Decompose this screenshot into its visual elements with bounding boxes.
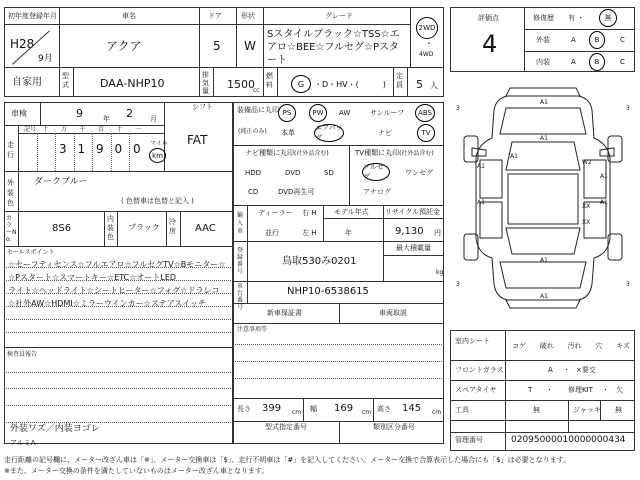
room-label: 室内シート [455, 337, 490, 345]
eq-navi: ナビ [378, 129, 392, 137]
dmg-label: A1 [540, 135, 548, 142]
height-label: 高さ [377, 405, 391, 413]
height: 145 [402, 403, 422, 414]
tv-fullseg-circle: フルセグ [362, 163, 390, 181]
int-b-circle: B [589, 53, 605, 71]
era-year: H28 [10, 37, 35, 51]
sales-line: ☆社外AW☆HDMI☆ミラーウインカー☆ステアスイッチ [8, 299, 207, 308]
car-name-label: 車名 [122, 12, 136, 20]
dmg-label: A1 [600, 173, 608, 180]
dmg-label: A1 [510, 153, 518, 160]
mileage-digit: 1 [77, 142, 86, 156]
dmg-label: A1 [477, 199, 485, 206]
equipment-sub: (純正のみ) [238, 128, 267, 135]
recycle-value: 9,130 [395, 226, 424, 237]
reg-no: 鳥取530み0201 [282, 256, 357, 267]
cc-unit: cc [253, 87, 260, 94]
width-label: 幅 [310, 405, 317, 413]
drive-2wd-circle [416, 17, 438, 39]
grade: Sスタイルブラック☆TSS☆エアロ☆BEE☆フルセグ☆Pスタート [267, 29, 400, 66]
max-load-unit: kg [436, 269, 444, 276]
dmg-label: A1 [477, 163, 485, 170]
mileage-digit: 9 [96, 142, 104, 156]
mileage-label: 走行 [7, 141, 14, 159]
sales-line: ライト☆ヘッドライト☆シートヒーター☆フォグ☆ドラレコ [8, 286, 220, 295]
inspection-month-unit: 月 [150, 115, 157, 123]
side-num: 3 [456, 281, 460, 288]
drive-sep: ・ [425, 39, 433, 48]
eq-aw: AW [339, 109, 351, 117]
eq-leather: 本革 [281, 129, 295, 137]
warranty-label: 新車保証書 [267, 309, 302, 317]
car-name: アクア [106, 39, 142, 53]
drive-4wd: 4WD [419, 51, 434, 58]
jack-value: 無 [615, 406, 622, 414]
exterior-note: ( 色替車は色替と記入 ) [121, 197, 194, 205]
dmg-label: W2 [582, 159, 592, 166]
reg-month: 9月 [38, 54, 53, 64]
use-type: 自家用 [12, 77, 42, 88]
score-label: 評価点 [478, 14, 499, 22]
repair-label: 修復歴 [533, 14, 554, 22]
fuel-rest: ・D・HV・( ) [314, 80, 386, 89]
navi-dvd: DVD [285, 169, 301, 177]
km-unit: km [152, 151, 163, 160]
eq-sunroof: サンルーフ [370, 109, 405, 117]
side-num: 3 [626, 105, 630, 112]
spare-sep: ・ [546, 386, 553, 394]
car-diagram [450, 78, 636, 318]
displacement: 1500 [227, 78, 255, 91]
length-unit: cm [292, 409, 302, 416]
handle-parallel: 並行 [265, 229, 279, 237]
handle-right: 右 H [302, 209, 317, 217]
tv-label: TV種類に丸印(社外品含む) [355, 149, 434, 157]
fuel-label: 燃料 [266, 72, 273, 89]
navi-label: ナビ種類に丸印(社外品含む) [245, 149, 329, 157]
spare-t: T [528, 386, 533, 394]
color-no: 8S6 [52, 223, 72, 234]
width: 169 [334, 403, 354, 414]
inspection-label: 車検 [11, 109, 27, 118]
equipment-label: 装備品に丸印 [237, 106, 279, 114]
door-label: ドア [208, 12, 222, 20]
mgmt-no: 02095000010000000434 [511, 435, 626, 445]
exterior-label: 外装色 [7, 179, 14, 207]
eq-tv-circle: TV [417, 124, 435, 142]
digit-header: 一 [135, 126, 142, 133]
dmg-label: XX [582, 219, 591, 226]
max-load-label: 最大積載量 [396, 244, 431, 252]
navi-hdd: HDD [245, 169, 262, 177]
int-a: A [571, 58, 576, 66]
navi-dvd-play: DVD再生可 [278, 188, 315, 196]
handle-left: 左 H [302, 229, 317, 237]
tools-label: 工具 [455, 406, 469, 414]
mileage-digit: 0 [114, 142, 123, 156]
height-unit: cm [432, 409, 442, 416]
handle-dealer: ディーラー [258, 209, 293, 217]
interior-color: ブラック [128, 223, 160, 232]
dmg-label: XX [582, 203, 591, 210]
digit-header: 万 [61, 126, 68, 133]
recycle-label: リサイクル預託金 [385, 208, 441, 216]
model-year-unit: 年 [345, 229, 352, 237]
score: 4 [482, 30, 498, 58]
glass-replace: ×要交 [576, 366, 596, 374]
model: DAA-NHP10 [100, 77, 165, 90]
dmg-label: A1 [540, 293, 548, 300]
navi-cd: CD [248, 188, 259, 196]
width-unit: cm [362, 409, 372, 416]
notes-label: 注意事項等 [237, 326, 268, 333]
mileage-digit: 3 [59, 142, 67, 156]
type-spec-label: 型式指定番号 [265, 423, 307, 431]
footer-note: ※また、メーター交換の条件を満たしていないものはメーター改ざん車となります。 [4, 467, 269, 475]
glass-sep: ・ [563, 366, 570, 374]
digit-header: 千 [79, 126, 86, 133]
shape: W [244, 39, 256, 53]
doors: 5 [213, 39, 221, 53]
digit-header: 記号 [24, 126, 37, 133]
shift-label: シフト [192, 103, 213, 111]
length-label: 長さ [237, 405, 251, 413]
dmg-label: A1 [540, 257, 548, 264]
ext-label: 外装 [536, 36, 550, 44]
eq-pw-circle: PW [309, 104, 327, 122]
glass-label: フロントガラス [455, 366, 504, 374]
sales-line: ☆セーフティセンス☆フルエアロ☆フルセグTV☆Bモニター☆ [8, 260, 226, 269]
sales-points-label: セールスポイント [7, 249, 55, 256]
ac-value: AAC [195, 223, 216, 234]
tv-oneseg: ワンセグ [405, 169, 433, 177]
ac-label: 冷房 [169, 218, 176, 235]
dmg-label: A1 [540, 99, 548, 106]
spare-kit: 修理KIT [568, 386, 593, 394]
mileage-digit: 0 [133, 142, 141, 156]
ext-b-circle: B [589, 31, 605, 49]
manual-label: 車両取説 [379, 309, 407, 317]
capacity-label: 定員 [396, 72, 403, 89]
fuel-g-circle [291, 75, 311, 93]
class-label: 類別区分番号 [373, 423, 415, 431]
ext-c: C [620, 36, 625, 44]
spare-label: スペアタイヤ [455, 386, 497, 394]
ext-a: A [571, 36, 576, 44]
eq-airbag-circle: エアバッグ [315, 124, 343, 142]
inspector-line: 外装ワズ／内装ヨゴレ [10, 424, 100, 434]
eq-abs-circle: ABS [415, 104, 435, 122]
capacity: 5 [416, 78, 423, 91]
tools-value: 無 [533, 406, 540, 414]
digit-header: 百 [98, 126, 105, 133]
drive-2wd: 2WD [418, 24, 436, 32]
inspector-label: 検査員報告 [7, 351, 38, 358]
inspection-year: 9 [76, 107, 83, 120]
shift-value: FAT [187, 133, 208, 147]
fuel-g: G [297, 79, 305, 89]
shape-label: 形状 [241, 12, 255, 20]
chassis-no: NHP10-6538615 [287, 286, 369, 297]
inspection-year-unit: 年 [103, 115, 110, 123]
digit-header: 十 [116, 126, 123, 133]
glass-a: A [548, 366, 553, 374]
tv-analog: アナログ [363, 188, 391, 196]
handle-label: 輸入車 [237, 212, 244, 235]
model-year-label: モデル年式 [334, 208, 369, 216]
side-num: 3 [626, 281, 630, 288]
inspection-month: 2 [126, 107, 133, 120]
length: 399 [262, 403, 282, 414]
eq-ps-circle: PS [278, 104, 296, 122]
footer-note: 走行距離の記号欄に、メーター改ざん車は「※」、メーター交換車は「$」、走行不明車は「#」を記入してください。メーター交換で合算表示した場合にも「$」は必要となります。 [4, 456, 571, 464]
repair-no-circle: 無 [599, 9, 617, 27]
dmg-label: A1 [600, 199, 608, 206]
displacement-label: 排気量 [202, 71, 209, 95]
color-no-label: カラーNo. [6, 215, 17, 243]
reg-year-label: 初年度登録年月 [8, 12, 57, 20]
spare-missing: 欠 [616, 386, 623, 394]
inspector-line: アルミA [10, 439, 36, 447]
digit-header: 十 [42, 126, 49, 133]
repair-yes: 有 ・ [568, 14, 585, 22]
room-items: コゲ 破れ 汚れ 穴 キズ [512, 342, 630, 350]
interior-label: 内装色 [107, 215, 114, 241]
exterior-color: ダークブルー [34, 177, 88, 187]
model-label: 型式 [62, 72, 69, 89]
chassis-label: 車台番号 [237, 283, 244, 311]
int-label: 内装 [536, 58, 550, 66]
mgmt-label: 管理番号 [455, 436, 483, 444]
side-num: 3 [456, 105, 460, 112]
jack-label: ジャッキ [573, 406, 601, 414]
reg-no-label: 登録番号 [237, 247, 244, 275]
mile-unit: マイル [150, 140, 168, 147]
km-circle [149, 148, 166, 163]
int-c: C [620, 58, 625, 66]
grade-label: グレード [325, 12, 353, 20]
capacity-unit: 人 [430, 81, 438, 90]
sales-line: ☆Pスタート☆スマートキー☆ETC☆オートLED [8, 273, 177, 282]
navi-sd: SD [324, 169, 334, 177]
recycle-unit: 円 [434, 229, 441, 237]
spare-sep: ・ [602, 386, 609, 394]
